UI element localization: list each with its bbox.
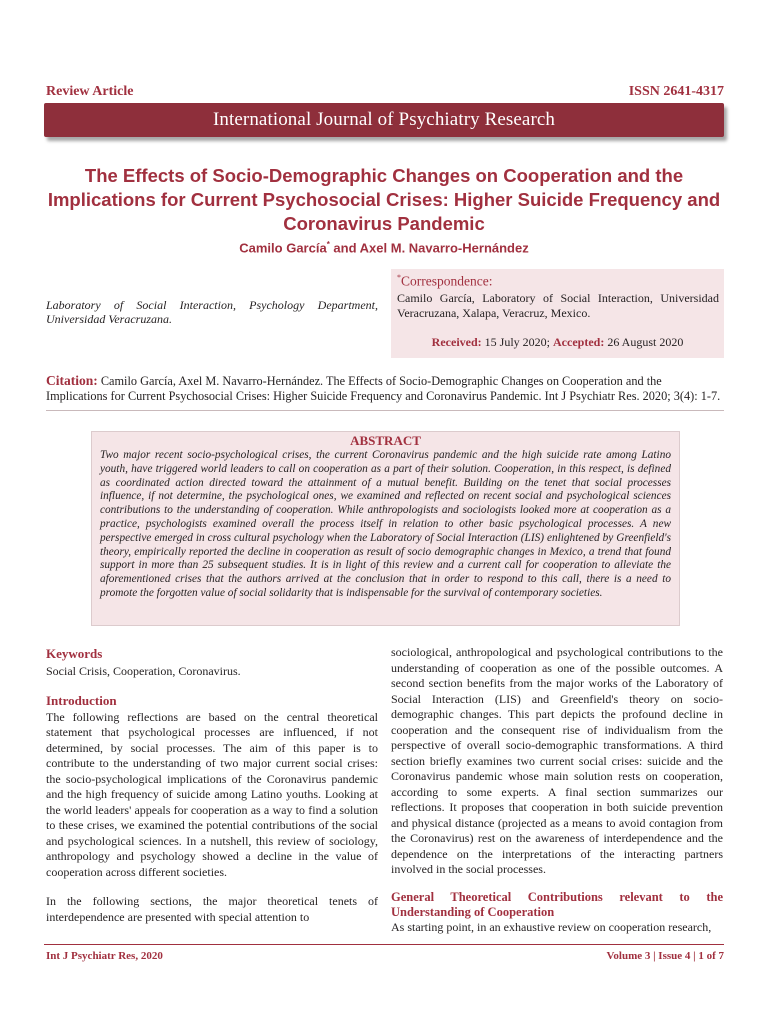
footer-journal: Int J Psychiatr Res, 2020 — [46, 950, 163, 962]
author-1: Camilo García — [239, 240, 327, 256]
keywords-text: Social Crisis, Cooperation, Coronavirus. — [46, 663, 241, 678]
received-label: Received: — [431, 335, 482, 349]
journal-banner — [44, 103, 724, 137]
article-type-label: Review Article — [46, 84, 134, 99]
right-paragraph-1: sociological, anthropological and psychological contributions to the understanding of cooperation as one of the possible outcomes. A second section benefits from the major works of the Laboratory of Social Interaction (LIS) and Greenfield's theory on socio-demographic changes. This part depicts the profound decline in cooperation and the consequent rise of individualism from the perspective of overall socio-demographic transformations. A third section briefly examines two current social crises: suicide and the Coronavirus pandemic whose main solution rests on cooperation, according to some experts. A final section summarizes our reflections. It proposes that cooperation in both suicide prevention and physical distance (projected as a means to avoid contagion from the Coronavirus) rest on the awareness of interdependence and the dependence on the interpretations of the interacting partners involved in the social processes. — [391, 645, 723, 876]
abstract-heading: ABSTRACT — [350, 433, 421, 448]
left-column — [46, 646, 378, 935]
issn-label: ISSN 2641-4317 — [628, 84, 724, 99]
journal-title: International Journal of Psychiatry Research — [212, 109, 556, 130]
paper-title: The Effects of Socio-Demographic Changes on Cooperation and the Implications for Current Psychosocial Crises: Higher Suicide Frequency and Coronavirus Pandemic — [47, 165, 721, 234]
article-dates — [391, 335, 724, 350]
citation-label: Citation: — [46, 373, 98, 388]
intro-paragraph-1: The following reflections are based on the central theoretical statement that psychological processes are influenced, if not determined, by social processes. The aim of this paper is to contribute to the understanding of two major current social crises: the socio-psychological implications of the Coronavirus pandemic and the high frequency of suicide among Latino youths. Looking at the world leaders' appeals for cooperation as a way to find a solution to these crises, we examined the potential contributions of the social and psychological sciences. In a nutshell, this review of sociology, anthropology and psychology showed a decline in the value of cooperation across different societies. — [46, 709, 378, 879]
introduction-heading: Introduction — [46, 693, 117, 708]
accepted-label: Accepted: — [553, 335, 605, 349]
correspondence-heading-text: Correspondence: — [401, 273, 493, 289]
citation-text: Camilo García, Axel M. Navarro-Hernández. The Effects of Socio-Demographic Changes on Cooperation and the Implications for Current Psychosocial Crises: Higher Suicide Frequency and Coronavirus Pandemic. Int J Psychiatr Res. 2020; 3(4): 1-7. — [46, 374, 721, 403]
section-2-heading: General Theoretical Contributions relevant to the Understanding of Cooperation — [391, 889, 723, 919]
abstract-text: Two major recent socio-psychological crises, the current Coronavirus pandemic and the high suicide rate among Latino youth, have triggered world leaders to call on cooperation as a part of their solution. Cooperation, in this respect, is defined as coordinated action directed toward the attainment of a mutual benefit. Building on the tenet that social processes influence, if not determine, the psychological ones, we examined and reflected on recent social and psychological sciences contributions to the understanding of cooperation. While anthropologists and sociologists looked more at cooperation as a practice, psychologists examined overall the process itself in relation to other basic psychological processes. A new perspective emerged in cross cultural psychology when the Laboratory of Social Interaction (LIS) enlightened by Greenfield's theory, empirically reported the decline in cooperation as result of socio demographic changes in Mexico, a trend that found support in more than 25 subsequent studies. It is in light of this review and a current call for cooperation to alleviate the aforementioned crises that the authors arrived at the conclusion that in order to respond to this call, there is a need to promote the forgotten value of social solidarity that is indispensable for the survival of contemporary societies. — [100, 449, 671, 599]
right-column — [391, 645, 723, 945]
correspondence-body: Camilo García, Laboratory of Social Interaction, Universidad Veracruzana, Xalapa, Veracruz, Mexico. — [397, 291, 719, 320]
author-2: Axel M. Navarro-Hernández — [359, 240, 529, 256]
received-date: 15 July 2020; — [484, 335, 550, 349]
section-2-paragraph-1: As starting point, in an exhaustive review on cooperation research, — [391, 919, 712, 934]
footer-divider — [44, 944, 724, 945]
affiliation: Laboratory of Social Interaction, Psychology Department, Universidad Veracruzana. — [46, 298, 378, 326]
correspondence-heading — [397, 273, 492, 290]
citation-divider — [46, 410, 724, 411]
citation — [46, 373, 724, 404]
keywords-heading: Keywords — [46, 646, 103, 661]
footer-volume: Volume 3 | Issue 4 | 1 of 7 — [606, 950, 724, 962]
abstract-box — [91, 431, 680, 626]
accepted-date: 26 August 2020 — [607, 335, 684, 349]
correspondence-box — [391, 269, 724, 358]
author-line — [46, 240, 722, 255]
corresponding-mark: * — [326, 240, 330, 249]
correspondence-mark: * — [397, 273, 401, 282]
author-separator: and — [329, 240, 360, 256]
intro-paragraph-2: In the following sections, the major theoretical tenets of interdependence are presented with special attention to — [46, 894, 378, 924]
